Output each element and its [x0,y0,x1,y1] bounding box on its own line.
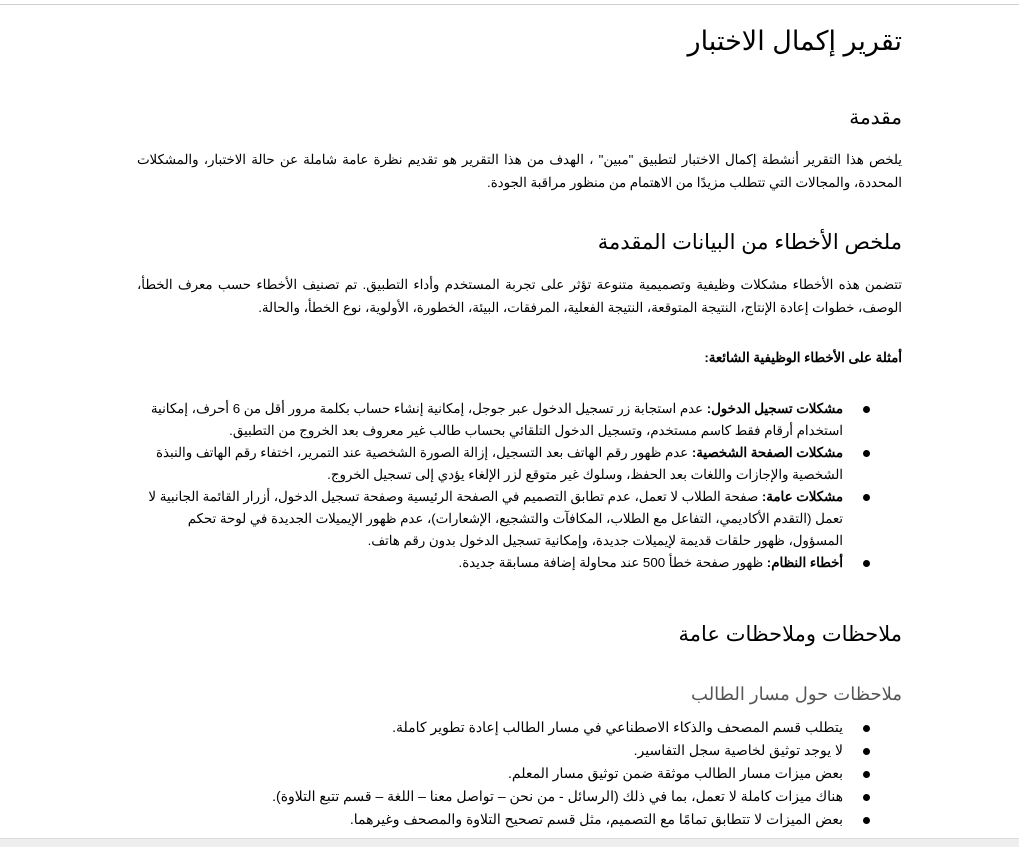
item-label: مشكلات الصفحة الشخصية: [691,445,843,460]
list-item [137,486,902,552]
notes-subheading: ملاحظات حول مسار الطالب [691,684,902,704]
examples-heading: أمثلة على الأخطاء الوظيفية الشائعة: [704,350,902,365]
list-item: هناك ميزات كاملة لا تعمل، بما في ذلك (الرسائل - من نحن – تواصل معنا – اللغة – قسم تتبع التلاوة). [137,785,902,808]
top-divider [0,4,1019,5]
list-item: بعض ميزات مسار الطالب موثقة ضمن توثيق مسار المعلم. [137,762,902,785]
notes-heading: ملاحظات وملاحظات عامة [678,623,902,646]
item-label: مشكلات تسجيل الدخول: [706,401,843,416]
list-item: لا يوجد توثيق لخاصية سجل التفاسير. [137,739,902,762]
list-item [137,398,902,442]
item-label: مشكلات عامة: [761,489,843,504]
item-text: عدم ظهور رقم الهاتف بعد التسجيل، إزالة الصورة الشخصية عند التمرير، اختفاء رقم الهاتف والنبذة الشخصية والإجازات واللغات بعد الحفظ، وسلوك غير متوقع لزر الإلغاء يؤدي إلى تسجيل الخروج. [156,445,843,482]
summary-heading: ملخص الأخطاء من البيانات المقدمة [597,231,902,254]
summary-paragraph: تتضمن هذه الأخطاء مشكلات وظيفية وتصميمية متنوعة تؤثر على تجربة المستخدم وأداء التطبيق. تم تصنيف الأخطاء حسب معرف الخطأ، الوصف، خطوات إعادة الإنتاج، النتيجة المتوقعة، النتيجة الفعلية، المرفقات، البيئة، الخطورة، الأولوية، نوع الخطأ، والحالة. [137,277,902,315]
list-item: يتطلب قسم المصحف والذكاء الاصطناعي في مسار الطالب إعادة تطوير كاملة. [137,716,902,739]
list-item: بعض الميزات لا تتطابق تمامًا مع التصميم، مثل قسم تصحيح التلاوة والمصحف وغيرهما. [137,808,902,831]
intro-paragraph: يلخص هذا التقرير أنشطة إكمال الاختبار لتطبيق "مبين" ، الهدف من هذا التقرير هو تقديم نظرة عامة شاملة عن حالة الاختبار، والمشكلات المحددة، والمجالات التي تتطلب مزيدًا من الاهتمام من منظور مراقبة الجودة. [137,152,902,190]
examples-list [137,398,902,574]
item-label: أخطاء النظام: [766,555,843,570]
intro-heading: مقدمة [849,107,902,129]
list-item [137,552,902,574]
list-item [137,442,902,486]
item-text: صفحة الطلاب لا تعمل، عدم تطابق التصميم في الصفحة الرئيسية وصفحة تسجيل الدخول، أزرار القائمة الجانبية لا تعمل (التقدم الأكاديمي، التفاعل مع الطلاب، المكافآت والتشجيع، الإشعارات)، عدم ظهور الإيميلات الجديدة في لوحة تحكم المسؤول، ظهور حلقات قديمة لإيميلات جديدة، وإمكانية تسجيل الدخول بدون رقم هاتف. [148,489,843,548]
item-text: عدم استجابة زر تسجيل الدخول عبر جوجل، إمكانية إنشاء حساب بكلمة مرور أقل من 6 أحرف، إمكانية استخدام أرقام فقط كاسم مستخدم، وتسجيل الدخول التلقائي بحساب طالب غير معروف بعد الخروج من التطبيق. [150,401,843,438]
item-text: ظهور صفحة خطأ 500 عند محاولة إضافة مسابقة جديدة. [458,555,767,570]
notes-list [137,716,902,831]
page-title: تقرير إكمال الاختبار [687,26,902,56]
